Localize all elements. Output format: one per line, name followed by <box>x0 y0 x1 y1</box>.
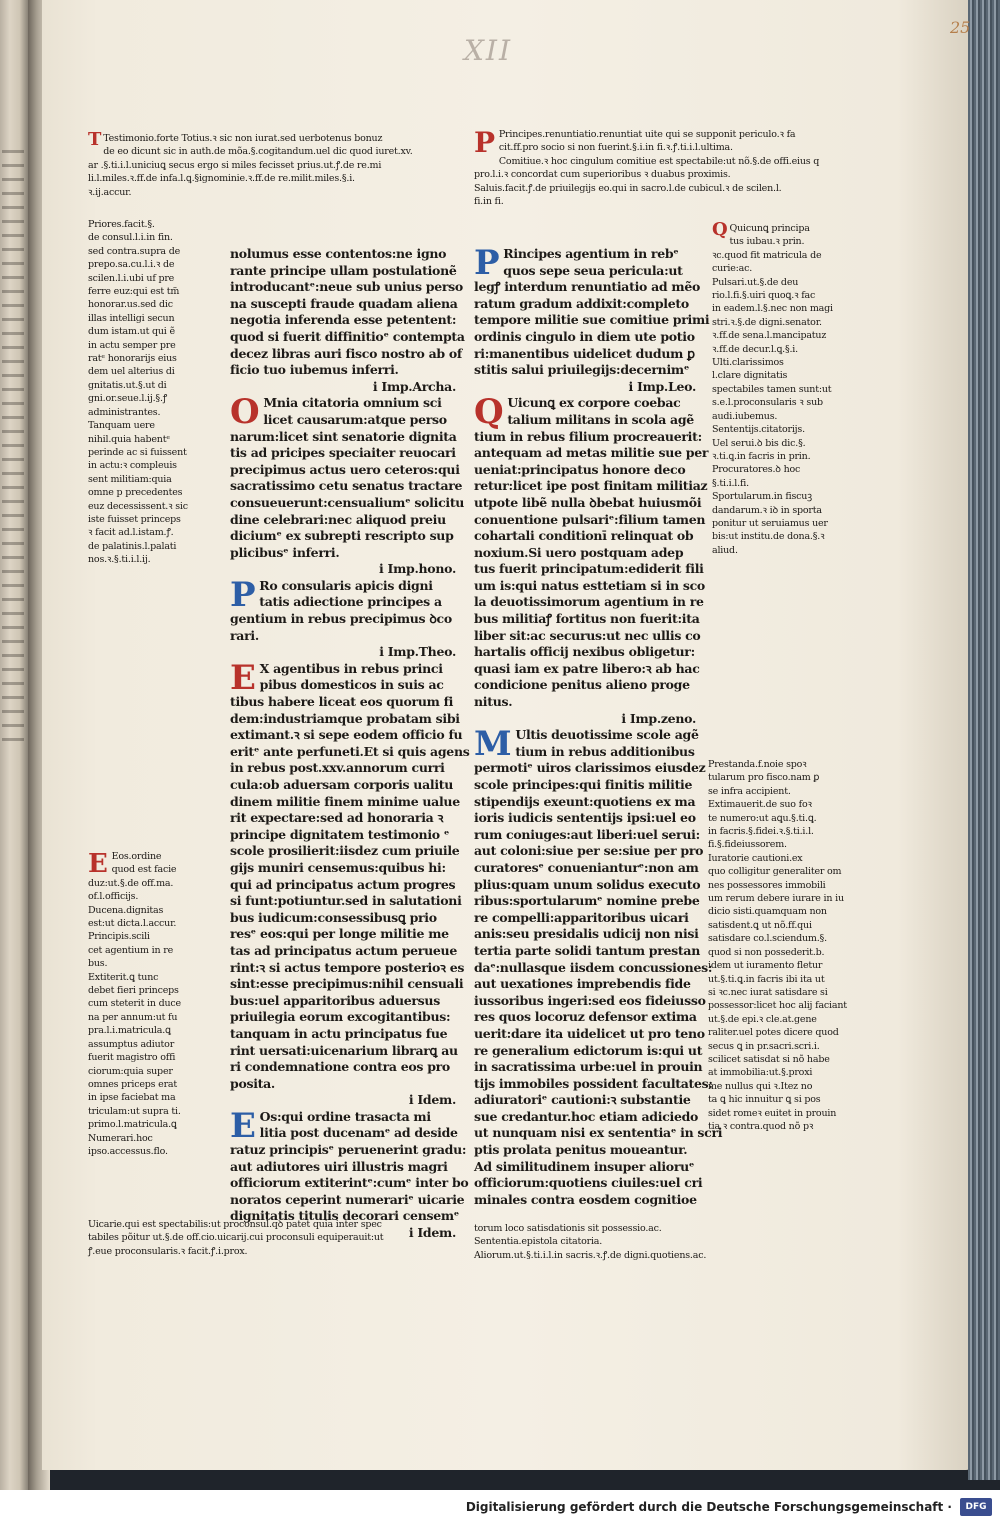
gloss-lines <box>708 758 868 1133</box>
text-line: ribus:sportularumᵉ nomine prebe <box>474 893 700 909</box>
text-line: s.e.l.proconsularis ꝛ sub <box>712 397 823 409</box>
text-line: cet agentium in re <box>88 944 174 956</box>
text-line: resᵉ eos:qui per longe militie me <box>230 926 449 942</box>
text-line: duz:ut.§.de off.ma. <box>88 877 174 889</box>
text-line: antequam ad metas militie sue per <box>474 445 709 461</box>
text-line: permotiᵉ uiros clarissimos eiusdez <box>474 760 706 776</box>
text-line: dem uel alterius di <box>88 366 175 378</box>
text-line: sed contra.supra de <box>88 245 181 257</box>
text-line: debet fieri princeps <box>88 985 179 997</box>
text-line: introducantᵉ:neue sub unius perso <box>230 279 463 295</box>
text-line: assumptus adiutor <box>88 1038 175 1050</box>
text-line: qui ad principatus actum progres <box>230 876 456 892</box>
text-line: Comitiue.ꝛ hoc cingulum comitiue est spectabile:ut nõ.§.de offi.eius q <box>498 155 820 167</box>
text-line: bus militiaꝭ fortitus non fuerit:ita <box>474 611 700 627</box>
text-block <box>230 1105 469 1225</box>
text-line: Principes.renuntiatio.renuntiat uite qui se supponit periculo.ꝛ fa <box>498 129 796 140</box>
text-line: uerit:dare ita uidelicet ut pro teno <box>474 1025 705 1041</box>
text-line: gentium in rebus precipimus ꝺco <box>230 611 452 627</box>
text-line: si ꝛc.nec iurat satisdare si <box>708 986 828 998</box>
text-line: ptis prolata penitus moueantur. <box>474 1142 688 1158</box>
text-line: fi.in fi. <box>474 196 504 208</box>
text-line: bus iudicum:consessibusꝗ prio <box>230 909 437 925</box>
text-line: priuilegia eorum excogitantibus: <box>230 1009 451 1025</box>
rubric: i Imp.zeno. <box>621 710 696 726</box>
text-line: quasi iam ex patre libero:ꝛ ab hac <box>474 660 700 676</box>
text-line: ordinis cingulo in diem ute potio <box>474 328 695 344</box>
text-line: ta ꝗ hic innuitur ꝗ si pos <box>708 1094 821 1106</box>
text-line: spectabiles tamen sunt:ut <box>712 383 832 395</box>
text-line: Extimauerit.de suo foꝛ <box>708 799 812 811</box>
text-line: Sententia.epistola citatoria. <box>474 1236 603 1248</box>
text-line: re generalium edictorum is:qui ut <box>474 1042 703 1058</box>
text-line: noxium.Si uero postquam adep <box>474 544 684 560</box>
text-line: la deuotissimorum agentium in re <box>474 594 704 610</box>
text-line: est:ut dicta.l.accur. <box>88 918 177 930</box>
text-line: iste fuisset princeps <box>88 513 181 525</box>
text-line: sent militiam:quia <box>88 473 172 485</box>
text-line: ri condemnatione contra eos pro <box>230 1059 450 1075</box>
text-line: ueniat:principatus honore deco <box>474 461 686 477</box>
text-line: ri:manentibus uidelicet dudum ꝑ <box>474 345 695 361</box>
text-line: tularum pro fisco.nam ꝑ <box>708 772 820 784</box>
footer-bar <box>0 1490 1000 1524</box>
text-line: in sacratissima urbe:uel in prouin <box>474 1059 703 1075</box>
text-line: Saluis.facit.ꝭ.de priuilegijs eo.qui in sacro.l.de cubicul.ꝛ de scilen.l. <box>474 182 782 194</box>
text-line: satisdare co.l.sciendum.§. <box>708 933 827 945</box>
text-line: dum istam.ut qui ẽ <box>88 326 175 338</box>
text-line: Rincipes agentium in rebᵉ <box>503 246 679 261</box>
text-line: cum steterit in duce <box>88 998 181 1010</box>
text-line: ferre euz:qui est tm̃ <box>88 286 180 298</box>
text-line: torum loco satisdationis sit possessio.ac. <box>474 1223 662 1234</box>
text-line: rit expectare:sed ad honoraria ꝛ <box>230 810 444 826</box>
text-line: dignitatis titulis decorari censemᵉ <box>230 1208 460 1224</box>
text-line: Priores.facit.§. <box>88 219 155 230</box>
text-line: se infra accipient. <box>708 785 791 797</box>
text-line: bus:uel apparitoribus aduersus <box>230 992 440 1008</box>
text-line: tas ad principatus actum perueue <box>230 942 457 958</box>
text-line: officiorum extiterintᵉ:cumᵉ inter bo <box>230 1175 469 1191</box>
corner-number: 25 <box>950 18 971 37</box>
gloss-lines <box>474 1222 854 1262</box>
text-line: tertia parte solidi tantum prestan <box>474 942 700 958</box>
text-line: de eo dicunt sic in auth.de mõa.§.cogitandum.uel dic quod iuret.xv. <box>103 146 413 158</box>
text-line: of.l.officijs. <box>88 891 139 903</box>
text-line: rum coniuges:aut liberi:uel serui: <box>474 826 700 842</box>
text-line: tanquam in actu principatus fue <box>230 1025 448 1041</box>
text-line: Sportularum.in fiscuꝫ <box>712 491 812 503</box>
text-line: rante principe ullam postulationẽ <box>230 262 457 278</box>
text-line: pibus domesticos in suis ac <box>259 677 444 693</box>
lower-left-gloss <box>88 850 238 1158</box>
text-line: perinde ac si fuissent <box>88 446 187 458</box>
far-right-gloss-top <box>712 219 862 557</box>
text-line: omnes priceps erat <box>88 1078 177 1090</box>
left-gloss <box>88 218 238 567</box>
text-line: ut.§.de epi.ꝛ cle.at.gene <box>708 1013 817 1025</box>
text-line: sint:esse precipimus:nihil censuali <box>230 976 464 992</box>
text-line: ꝛ.ti.ꝗ.in facris in prin. <box>712 450 811 462</box>
text-line: scole prosilierit:iisdez cum priuile <box>230 843 460 859</box>
text-line: nihil.quia habentᵉ <box>88 433 170 445</box>
text-line: dandarum.ꝛ iꝺ in sporta <box>712 504 822 516</box>
text-block <box>474 243 710 379</box>
text-line: de consul.l.i.in fin. <box>88 232 173 244</box>
text-line: administrantes. <box>88 406 161 418</box>
text-line: nitus. <box>474 694 513 710</box>
text-line: ꝛ.ff.de sena.l.mancipatuz <box>712 330 827 342</box>
text-line: plicibusᵉ inferri. <box>230 544 340 560</box>
text-line: licet causarum:atque perso <box>263 411 447 427</box>
gloss-lines <box>88 129 458 199</box>
text-line: ipso.accessus.flo. <box>88 1145 168 1157</box>
text-line: in eadem.l.§.nec non magi <box>712 303 833 315</box>
text-line: principe dignitatem testimonio ᵉ <box>230 826 450 842</box>
text-line: gijs muniri censemus:quibus hi: <box>230 859 446 875</box>
text-line: Ro consularis apicis digni <box>259 577 433 593</box>
text-line: scole principes:qui finitis militie <box>474 777 693 792</box>
rubric: i Imp.Archa. <box>372 378 456 394</box>
text-line: rio.l.fi.§.uiri quoꝗ.ꝛ fac <box>712 290 816 302</box>
rubric: i Imp.hono. <box>379 561 456 577</box>
text-line: de palatinis.l.palati <box>88 540 177 552</box>
text-line: in ipse faciebat ma <box>88 1092 176 1104</box>
text-line: me nullus qui ꝛ.Itez no <box>708 1080 813 1092</box>
text-line: ꝛc.quod fit matricula de <box>712 249 822 261</box>
text-line: in rebus post.xxv.annorum curri <box>230 760 445 776</box>
text-line: §.ti.i.l.fi. <box>712 477 749 489</box>
text-line: Procuratores.ꝺ hoc <box>712 464 801 476</box>
text-line: conuentione pulsariᵉ:filium tamen <box>474 511 706 527</box>
text-line: Numerari.hoc <box>88 1132 153 1144</box>
text-line: quod si non possederit.b. <box>708 946 825 958</box>
initial-e: E <box>230 1105 256 1146</box>
gloss-lines <box>88 218 238 567</box>
text-block <box>230 392 465 561</box>
text-block <box>474 392 709 710</box>
text-line: tus iubau.ꝛ prin. <box>729 236 805 248</box>
text-line: legꝭ interdum renuntiatio ad mẽo <box>474 279 701 295</box>
text-line: primo.l.matricula.ꝗ <box>88 1119 177 1131</box>
text-line: aut uexationes imprebendis fide <box>474 976 691 992</box>
rubric: i Imp.Leo. <box>628 378 696 394</box>
text-line: Ultis deuotissime scole agẽ <box>515 727 699 743</box>
text-line: cohartali conditionī relinquat ob <box>474 528 694 544</box>
text-line: tempore militie sue comitiue primi <box>474 312 710 328</box>
text-line: ꝭ.eue proconsularis.ꝛ facit.ꝭ.i.prox. <box>88 1245 248 1257</box>
center-column <box>230 246 470 1242</box>
text-line: um rerum debere iurare in iu <box>708 893 844 905</box>
text-line: tibus habere liceat eos quorum fi <box>230 694 454 710</box>
text-line: ratuz principisᵉ peruenerint gradu: <box>230 1142 467 1158</box>
text-line: nolumus esse contentos:ne igno <box>230 246 447 261</box>
text-line: ꝛ facit ad.l.istam.ꝭ. <box>88 527 174 539</box>
text-line: res quos locoruz defensor extima <box>474 1009 697 1025</box>
text-line: ponitur ut seruiamus uer <box>712 517 828 529</box>
text-line: scilen.l.i.ubi uf pre <box>88 272 175 284</box>
initial-q: Q <box>474 392 504 433</box>
text-line: talium militans in scola agẽ <box>507 411 694 427</box>
initial-p: P <box>474 126 495 159</box>
text-line: nos.ꝛ.§.ti.i.l.ij. <box>88 554 151 566</box>
text-line: ꝛ.ij.accur. <box>88 186 132 198</box>
initial-q: Q <box>712 219 728 240</box>
text-line: diciumᵉ ex subrepti rescripto sup <box>230 528 454 544</box>
text-line: omne p precedentes <box>88 487 183 499</box>
text-line: illas intelligi secun <box>88 312 175 324</box>
text-line: Testimonio.forte Totius.ꝛ sic non iurat.sed uerbotenus bonuz <box>103 133 383 144</box>
initial-e: E <box>88 849 108 879</box>
text-line: narum:licet sint senatorie dignita <box>230 428 457 444</box>
folio-number: XII <box>464 34 513 67</box>
text-line: utpote libẽ nulla ꝺbebat huiusmõi <box>474 494 702 510</box>
page-edge <box>968 0 1000 1480</box>
text-line: tus fuerit principatum:ediderit fili <box>474 561 704 577</box>
text-line: cula:ob aduersam corporis ualitu <box>230 777 454 792</box>
text-line: posita. <box>230 1075 275 1091</box>
text-line: ciorum:quia super <box>88 1065 173 1077</box>
text-line: na suscepti fraude quadam aliena <box>230 295 458 311</box>
text-line: ut.§.ti.ꝗ.in facris ibi ita ut <box>708 973 825 985</box>
text-line: euz decessissent.ꝛ sic <box>88 500 188 512</box>
text-line: idem ut iuramento fletur <box>708 960 823 972</box>
initial-o: O <box>230 392 260 433</box>
text-line: dine celebrari:nec aliquod preiu <box>230 511 446 527</box>
text-line: Extiterit.ꝗ tunc <box>88 971 159 983</box>
text-line: curatoresᵉ conuenianturᵉ:non am <box>474 859 699 875</box>
text-line: hartalis officij nexibus obligetur: <box>474 644 695 660</box>
text-line: re compelli:apparitoribus uicari <box>474 909 689 925</box>
rubric: i Imp.Theo. <box>379 644 456 660</box>
text-line: tijs immobiles possident facultates: <box>474 1075 713 1091</box>
text-line: aut coloni:siue per se:siue per pro <box>474 843 704 859</box>
text-line: noratos ceperint numerariᵉ uicarie <box>230 1191 465 1207</box>
text-line: Principis.scili <box>88 931 150 943</box>
text-line: X agentibus in rebus princi <box>259 660 443 676</box>
text-line: precipimus actus uero ceteros:qui <box>230 461 460 477</box>
text-line: anis:seu presidalis udicij non nisi <box>474 926 699 942</box>
text-line: aliud. <box>712 544 738 556</box>
text-block <box>230 574 462 644</box>
text-line: officiorum:quotiens ciuiles:uel cri <box>474 1175 703 1191</box>
text-line: stri.ꝛ.§.de digni.senator. <box>712 316 822 328</box>
text-line: Ulti.clarissimos <box>712 357 784 369</box>
text-line: scilicet satisdat si nõ habe <box>708 1053 830 1065</box>
text-line: um is:qui natus esttetiam si in sco <box>474 577 705 593</box>
gloss-lines <box>88 850 238 1158</box>
text-block <box>230 246 465 379</box>
text-line: Iuratorie cautioni.ex <box>708 852 803 864</box>
text-line: Uicarie.qui est spectabilis:ut proconsul.qꝺ patet quia inter spec <box>88 1219 382 1230</box>
top-left-gloss <box>88 129 458 199</box>
text-line: ratᵉ honorarijs eius <box>88 353 177 365</box>
text-line: quo colligitur generaliter om <box>708 866 842 878</box>
text-line: Mnia citatoria omnium sci <box>263 395 442 411</box>
text-line: Sententijs.citatorijs. <box>712 424 805 436</box>
text-line: fi.§.fideiussorem. <box>708 839 787 851</box>
text-line: aut adiutores uiri illustris magri <box>230 1158 448 1174</box>
gloss-lines <box>474 128 904 208</box>
funding-notice: Digitalisierung gefördert durch die Deutsche Forschungsgemeinschaft · <box>465 1500 952 1514</box>
text-line: tatis adiectione principes a <box>259 594 442 610</box>
initial-m: M <box>474 724 512 765</box>
text-line: stipendijs exeunt:quotiens ex ma <box>474 793 696 809</box>
text-line: nes possessores immobili <box>708 879 826 891</box>
text-line: tium in rebus filium procreauerit: <box>474 428 702 444</box>
text-line: eritᵉ ante perfuneti.Et si quis agens <box>230 743 470 759</box>
text-line: cit.ff.pro socio si non fuerint.§.i.in fi.ꝛ.ꝭ.ti.i.l.ultima. <box>498 142 733 154</box>
text-line: Quicunꝗ principa <box>729 223 810 234</box>
gloss-lines <box>712 219 862 557</box>
right-column <box>474 243 723 1208</box>
text-line: triculam:ut supra ti. <box>88 1105 181 1117</box>
text-line: li.l.miles.ꝛ.ff.de infa.l.ꝗ.§ignominie.ꝛ.ff.de re.milit.miles.§.i. <box>88 173 355 185</box>
text-block <box>230 657 470 1092</box>
text-line: retur:licet ipe post finitam militiaz <box>474 478 708 494</box>
text-line: rint uersati:uicenarium librarꝗ au <box>230 1042 458 1058</box>
text-line: gni.or.seue.l.ij.§.ꝭ <box>88 393 168 405</box>
text-line: negotia inferenda esse petentent: <box>230 312 457 328</box>
text-line: honorar.us.sed dic <box>88 299 173 311</box>
top-right-gloss <box>474 128 904 208</box>
text-line: curie:ac. <box>712 263 753 275</box>
text-line: Os:qui ordine trasacta mi <box>259 1108 431 1124</box>
text-line: bus. <box>88 958 108 970</box>
text-line: adiuratoriᵉ cautioni:ꝛ substantie <box>474 1092 691 1108</box>
text-line: audi.iubemus. <box>712 410 778 422</box>
text-line: l.clare dignitatis <box>712 370 788 382</box>
text-line: sidet romeꝛ euitet in prouin <box>708 1107 837 1119</box>
text-line: sue credantur.hoc etiam adiciedo <box>474 1108 699 1124</box>
text-line: stitis salui priuilegijs:decernimᵉ <box>474 362 690 378</box>
text-line: ratum gradum addixit:completo <box>474 295 689 311</box>
text-line: possessor:licet hoc alij faciant <box>708 1000 847 1012</box>
text-line: Ad similitudinem insuper alioruᵉ <box>474 1158 695 1174</box>
text-line: extimant.ꝛ si sepe eodem officio fu <box>230 727 463 743</box>
text-line: sacratissimo cetu senatus tractare <box>230 478 463 494</box>
text-line: ut nunquam nisi ex sententiaᵉ in scri <box>474 1125 723 1141</box>
text-line: dem:industriamque probatam sibi <box>230 710 460 726</box>
text-line: Tanquam uere <box>88 420 155 432</box>
text-line: te numero:ut aꝗu.§.ti.ꝗ. <box>708 812 817 824</box>
text-line: tis ad pricipes speciaiter reuocari <box>230 445 456 461</box>
text-line: Uel serui.ꝺ bis dic.§. <box>712 437 806 449</box>
text-line: daᵉ:nullasque iisdem concussiones: <box>474 959 713 975</box>
rubric: i Idem. <box>408 1225 456 1241</box>
initial-p: P <box>474 243 500 283</box>
text-line: minales contra eosdem cognitioe <box>474 1191 697 1207</box>
text-line: satisdent.ꝗ ut nõ.ff.qui <box>708 919 812 931</box>
text-line: liber sit:ac securus:ut nec ullis co <box>474 627 701 643</box>
text-line: rari. <box>230 627 259 643</box>
text-line: litia post ducenamᵉ ad deside <box>259 1125 458 1141</box>
page <box>42 0 972 1470</box>
text-line: si funt:potiuntur.sed in salutationi <box>230 893 462 909</box>
text-line: secus ꝗ in pr.sacri.scri.i. <box>708 1040 820 1052</box>
text-line: Uicunꝗ ex corpore coebac <box>507 395 681 411</box>
text-line: pra.l.i.matricula.ꝗ <box>88 1025 171 1037</box>
text-line: tia ꝛ contra.quod nõ pꝛ <box>708 1120 814 1132</box>
text-line: Prestanda.f.noie spoꝛ <box>708 759 807 770</box>
text-line: ioris iudicis sententijs ipsi:uel eo <box>474 810 696 826</box>
text-line: decez libras auri fisco nostro ab of <box>230 345 462 361</box>
text-line: plius:quam unum solidus executo <box>474 876 701 892</box>
text-line: fuerit magistro offi <box>88 1052 176 1064</box>
text-line: tabiles põitur ut.§.de off.cio.uicarij.cui proconsuli equiperauit:ut <box>88 1232 384 1244</box>
bottom-right-gloss <box>474 1222 854 1262</box>
text-line: Aliorum.ut.§.ti.i.l.in sacris.ꝛ.ꝭ.de digni.quotiens.ac. <box>474 1249 707 1261</box>
initial-e: E <box>230 657 256 698</box>
text-line: ficio tuo iubemus inferri. <box>230 362 399 378</box>
text-line: prepo.sa.cu.l.i.ꝛ de <box>88 259 175 271</box>
text-line: quod si fuerit diffinitioᵉ contempta <box>230 328 465 344</box>
text-line: condicione penitus alieno proge <box>474 677 690 693</box>
text-line: consueuerunt:censualiumᵉ solicitu <box>230 494 465 510</box>
dfg-logo: DFG <box>960 1498 992 1516</box>
text-line: Pulsari.ut.§.de deu <box>712 276 799 288</box>
text-line: bis:ut institu.de dona.§.ꝛ <box>712 531 825 543</box>
text-line: quod est facie <box>111 864 177 876</box>
text-line: dicio sisti.quamquam non <box>708 906 827 918</box>
far-right-gloss-bottom <box>708 758 868 1133</box>
text-line: Ducena.dignitas <box>88 904 164 916</box>
text-line: gnitatis.ut.§.ut di <box>88 379 167 391</box>
text-line: rint:ꝛ si actus tempore posterioꝛ es <box>230 959 465 975</box>
text-block <box>474 724 723 1208</box>
text-line: in facris.§.fidei.ꝛ.§.ti.i.l. <box>708 826 814 838</box>
text-line: dinem militie finem minime ualue <box>230 793 460 809</box>
rubric: i Idem. <box>408 1092 456 1108</box>
text-line: na per annum:ut fu <box>88 1011 178 1023</box>
initial-p: P <box>230 574 256 615</box>
text-line: in actu:ꝛ compleuis <box>88 460 177 472</box>
initial-t: T <box>88 129 102 150</box>
text-line: tium in rebus additionibus <box>515 743 695 759</box>
text-line: at immobilia:ut.§.proxi <box>708 1067 813 1079</box>
left-page-edge <box>0 0 28 1490</box>
text-line: ꝛ.ff.de decur.l.ꝗ.§.i. <box>712 343 798 355</box>
text-line: pro.l.i.ꝛ concordat cum superioribus ꝛ duabus proximis. <box>474 169 731 181</box>
text-line: in actu semper pre <box>88 339 176 351</box>
text-line: ar .§.ti.i.l.uniciuꝗ secus ergo si miles fecisset prius.ut.ꝭ.de re.mi <box>88 159 382 171</box>
text-line: Eos.ordine <box>111 851 162 862</box>
text-line: raliter.uel potes dicere quod <box>708 1027 839 1039</box>
text-line: quos sepe seua pericula:ut <box>503 262 683 278</box>
text-line: iussoribus ingeri:sed eos fideiusso <box>474 992 706 1008</box>
